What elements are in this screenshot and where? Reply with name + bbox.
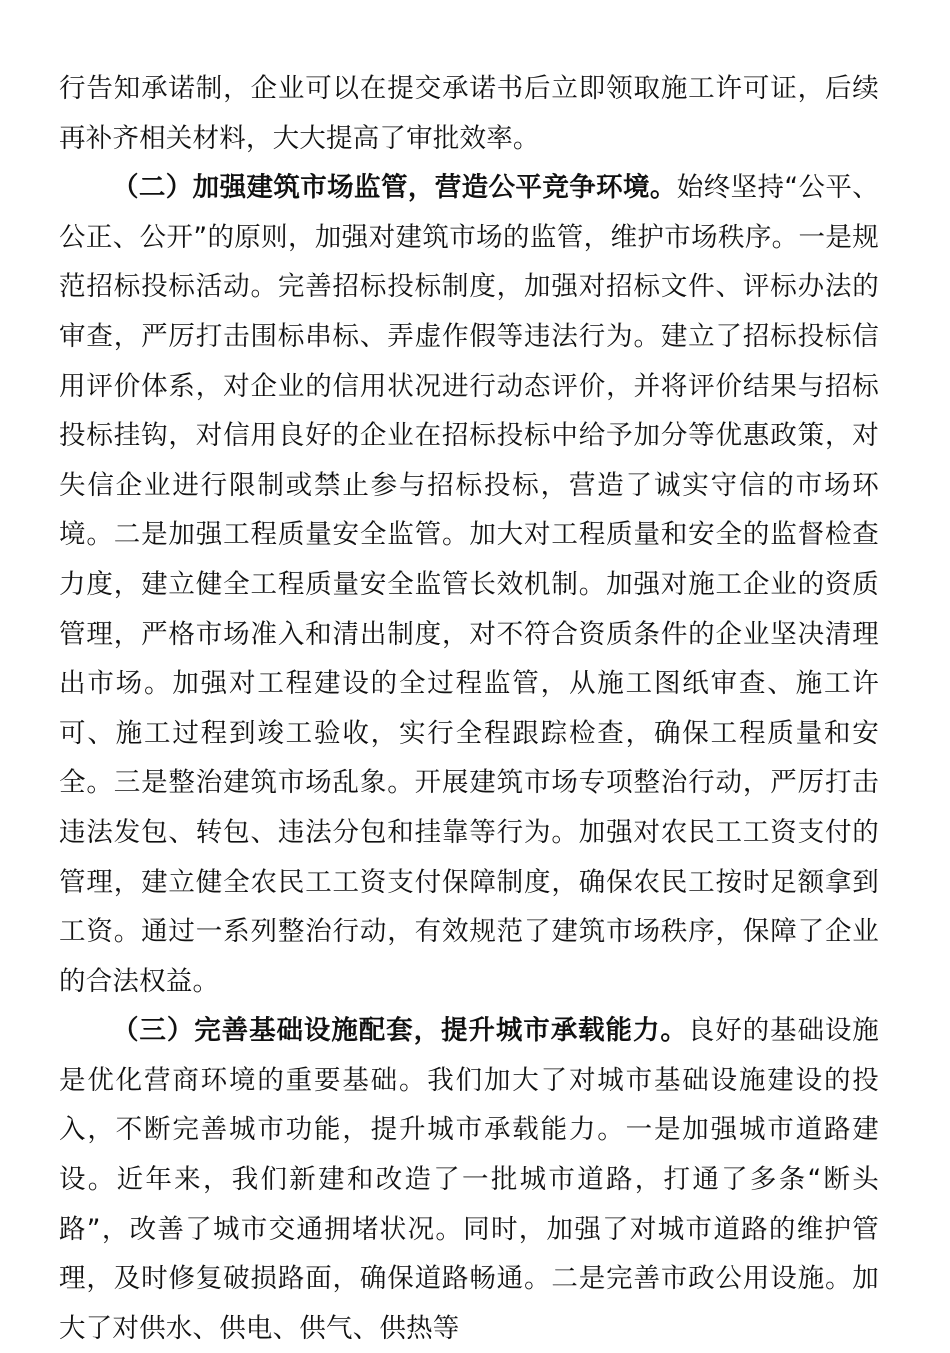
paragraph-continuation: [59, 64, 879, 163]
paragraph-section-two: [59, 163, 879, 1006]
section-heading: （二）加强建筑市场监管，营造公平竞争环境。: [112, 172, 677, 204]
paragraph-section-three: [59, 1006, 879, 1353]
paragraph-text: 良好的基础设施是优化营商环境的重要基础。我们加大了对城市基础设施建设的投入，不断完善城市功能，提升城市承载能力。一是加强城市道路建设。近年来，我们新建和改造了一批城市道路，打通了多条“断头路”，改善了城市交通拥堵状况。同时，加强了对城市道路的维护管理，及时修复破损路面，确保道路畅通。二是完善市政公用设施。加大了对供水、供电、供气、供热等: [59, 1015, 879, 1344]
document-body: [59, 64, 879, 1353]
paragraph-text: 始终坚持“公平、公正、公开”的原则，加强对建筑市场的监管，维护市场秩序。一是规范招标投标活动。完善招标投标制度，加强对招标文件、评标办法的审查，严厉打击围标串标、弄虚作假等违法行为。建立了招标投标信用评价体系，对企业的信用状况进行动态评价，并将评价结果与招标投标挂钩，对信用良好的企业在招标投标中给予加分等优惠政策，对失信企业进行限制或禁止参与招标投标，营造了诚实守信的市场环境。二是加强工程质量安全监管。加大对工程质量和安全的监督检查力度，建立健全工程质量安全监管长效机制。加强对施工企业的资质管理，严格市场准入和清出制度，对不符合资质条件的企业坚决清理出市场。加强对工程建设的全过程监管，从施工图纸审查、施工许可、施工过程到竣工验收，实行全程跟踪检查，确保工程质量和安全。三是整治建筑市场乱象。开展建筑市场专项整治行动，严厉打击违法发包、转包、违法分包和挂靠等行为。加强对农民工工资支付的管理，建立健全农民工工资支付保障制度，确保农民工按时足额拿到工资。通过一系列整治行动，有效规范了建筑市场秩序，保障了企业的合法权益。: [59, 172, 879, 997]
section-heading: （三）完善基础设施配套，提升城市承载能力。: [112, 1015, 688, 1047]
paragraph-text: 行告知承诺制，企业可以在提交承诺书后立即领取施工许可证，后续再补齐相关材料，大大提高了审批效率。: [59, 73, 879, 154]
